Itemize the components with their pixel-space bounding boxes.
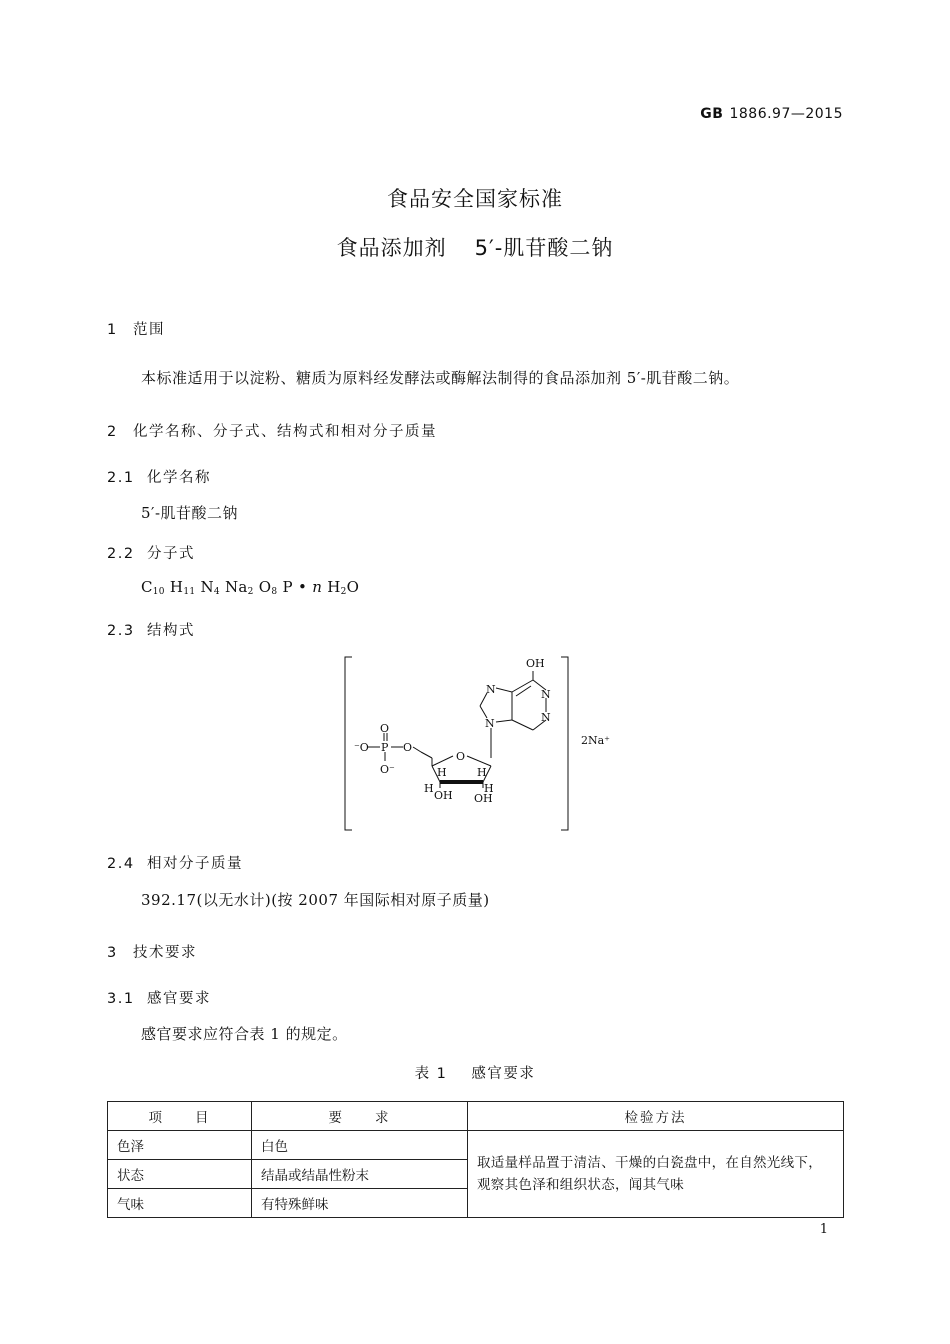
section-2-1-heading: 2.1 化学名称	[107, 470, 211, 486]
n7-label: N	[486, 683, 496, 696]
molecular-weight-text: 392.17(以无水计)(按 2007 年国际相对原子质量)	[141, 891, 490, 909]
row-item: 气味	[108, 1189, 252, 1218]
anionic-oxygen-bottom: O⁻	[380, 763, 395, 776]
right-bracket	[561, 657, 568, 830]
n1-label: N	[541, 688, 551, 701]
standard-code: 1886.97—2015	[729, 106, 843, 122]
h-label-c1: H	[484, 782, 494, 795]
phosphorus-label: P	[381, 741, 389, 754]
standard-number	[700, 106, 843, 122]
section-2-2-heading: 2.2 分子式	[107, 546, 195, 562]
ring-oxygen-label: O	[456, 750, 466, 763]
section-3-1-heading: 3.1 感官要求	[107, 991, 211, 1007]
subtitle-part1: 食品添加剂	[336, 236, 447, 260]
oh-top-label: OH	[526, 657, 545, 670]
document-title: 食品安全国家标准	[387, 187, 563, 211]
oh-label-c3: OH	[434, 789, 453, 802]
structural-formula	[336, 648, 616, 834]
phosphate-group	[368, 733, 421, 761]
subtitle-part2: 5′-肌苷酸二钠	[474, 236, 614, 260]
phosphoryl-oxygen-label: O	[380, 722, 390, 735]
table-row	[108, 1131, 844, 1160]
h-label-c3: H	[437, 766, 447, 779]
molecular-formula: $C_{10}$ $H_{11}$ $N_4$ $Na_2$ $O_8$ P • n $H_2O$	[141, 578, 360, 597]
ester-oxygen-label: O	[403, 741, 413, 754]
chemical-name: 5′-肌苷酸二钠	[141, 504, 239, 522]
header-requirement: 要 求	[252, 1102, 468, 1131]
counter-ion-label: 2Na⁺	[581, 734, 610, 747]
row-requirement: 结晶或结晶性粉末	[252, 1160, 468, 1189]
row-item: 色泽	[108, 1131, 252, 1160]
n3-label: N	[541, 711, 551, 724]
table-title: 感官要求	[471, 1066, 536, 1082]
row-requirement: 白色	[252, 1131, 468, 1160]
section-3-1-text: 感官要求应符合表 1 的规定。	[141, 1025, 348, 1043]
h-label-c2: H	[477, 766, 487, 779]
standard-prefix: GB	[700, 106, 724, 122]
table-caption	[0, 1062, 950, 1083]
test-method-cell: 取适量样品置于清洁、干燥的白瓷盘中，在自然光线下，观察其色泽和组织状态，闻其气味	[468, 1131, 844, 1218]
sensory-requirements-table	[107, 1101, 844, 1218]
oh-label-c2: OH	[474, 792, 493, 805]
header-item: 项 目	[108, 1102, 252, 1131]
n9-label: N	[485, 717, 495, 730]
anionic-oxygen-left: ⁻O	[354, 741, 369, 754]
section-2-4-heading: 2.4 相对分子质量	[107, 856, 243, 872]
row-requirement: 有特殊鲜味	[252, 1189, 468, 1218]
section-1-heading: 1 范围	[107, 322, 165, 338]
page-number: 1	[819, 1222, 828, 1237]
table-header-row	[108, 1102, 844, 1131]
document-subtitle	[0, 232, 950, 262]
section-2-heading: 2 化学名称、分子式、结构式和相对分子质量	[107, 424, 437, 440]
section-2-3-heading: 2.3 结构式	[107, 623, 195, 639]
section-3-heading: 3 技术要求	[107, 945, 197, 961]
section-1-text: 本标准适用于以淀粉、糖质为原料经发酵法或酶解法制得的食品添加剂 5′-肌苷酸二钠。	[141, 369, 740, 387]
row-item: 状态	[108, 1160, 252, 1189]
h-label-c4: H	[424, 782, 434, 795]
left-bracket	[345, 657, 352, 830]
header-test-method: 检验方法	[468, 1102, 844, 1131]
table-number: 表 1	[414, 1066, 448, 1082]
